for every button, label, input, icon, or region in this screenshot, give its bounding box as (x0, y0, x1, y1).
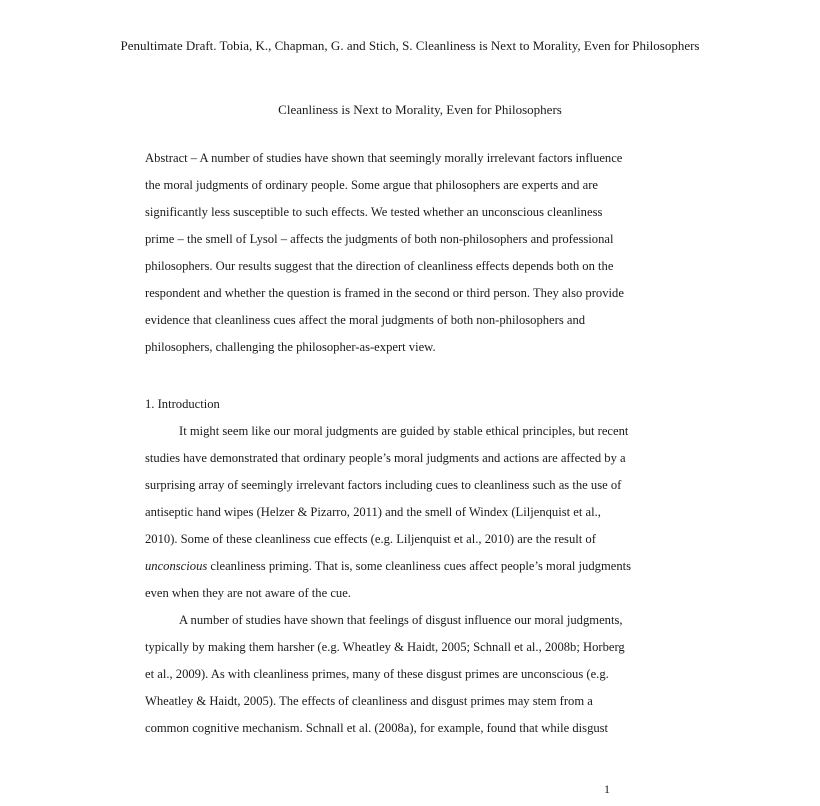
body-line: studies have demonstrated that ordinary people’s moral judgments and actions are affected by a (145, 451, 626, 465)
body-line: et al., 2009). As with cleanliness primes, many of these disgust primes are unconscious (e.g. (145, 667, 609, 681)
body-text: cleanliness priming. That is, some cleanliness cues affect people’s moral judgments (207, 559, 632, 573)
body-line: antiseptic hand wipes (Helzer & Pizarro, 2011) and the smell of Windex (Liljenquist et al., (145, 505, 601, 519)
running-header: Penultimate Draft. Tobia, K., Chapman, G. and Stich, S. Cleanliness is Next to Morality, Even for Philosophers (120, 38, 700, 53)
abstract-line: Abstract – A number of studies have shown that seemingly morally irrelevant factors influence (145, 151, 623, 165)
paper-title: Cleanliness is Next to Morality, Even for Philosophers (278, 102, 562, 117)
italic-term: unconscious (145, 559, 208, 573)
body-line (145, 558, 631, 574)
body-line: surprising array of seemingly irrelevant factors including cues to cleanliness such as the use of (145, 478, 622, 492)
abstract-line: respondent and whether the question is framed in the second or third person. They also provide (145, 286, 624, 300)
body-line: even when they are not aware of the cue. (145, 586, 351, 600)
body-line: It might seem like our moral judgments are guided by stable ethical principles, but recent (179, 424, 629, 438)
body-line: typically by making them harsher (e.g. Wheatley & Haidt, 2005; Schnall et al., 2008b; Horberg (145, 640, 625, 654)
body-line: 2010). Some of these cleanliness cue effects (e.g. Liljenquist et al., 2010) are the result of (145, 532, 596, 546)
abstract-line: prime – the smell of Lysol – affects the judgments of both non-philosophers and professional (145, 232, 614, 246)
page-number: 1 (604, 782, 610, 796)
abstract-line: the moral judgments of ordinary people. Some argue that philosophers are experts and are (145, 178, 599, 192)
body-line: A number of studies have shown that feelings of disgust influence our moral judgments, (179, 613, 623, 627)
body-line: common cognitive mechanism. Schnall et al. (2008a), for example, found that while disgust (145, 721, 609, 735)
abstract-line: philosophers. Our results suggest that the direction of cleanliness effects depends both on the (145, 259, 614, 273)
abstract-line: philosophers, challenging the philosopher-as-expert view. (145, 340, 436, 354)
abstract-line: significantly less susceptible to such effects. We tested whether an unconscious cleanliness (145, 205, 603, 219)
body-line: Wheatley & Haidt, 2005). The effects of cleanliness and disgust primes may stem from a (145, 694, 593, 708)
section-heading: 1. Introduction (145, 397, 220, 411)
abstract-line: evidence that cleanliness cues affect the moral judgments of both non-philosophers and (145, 313, 586, 327)
